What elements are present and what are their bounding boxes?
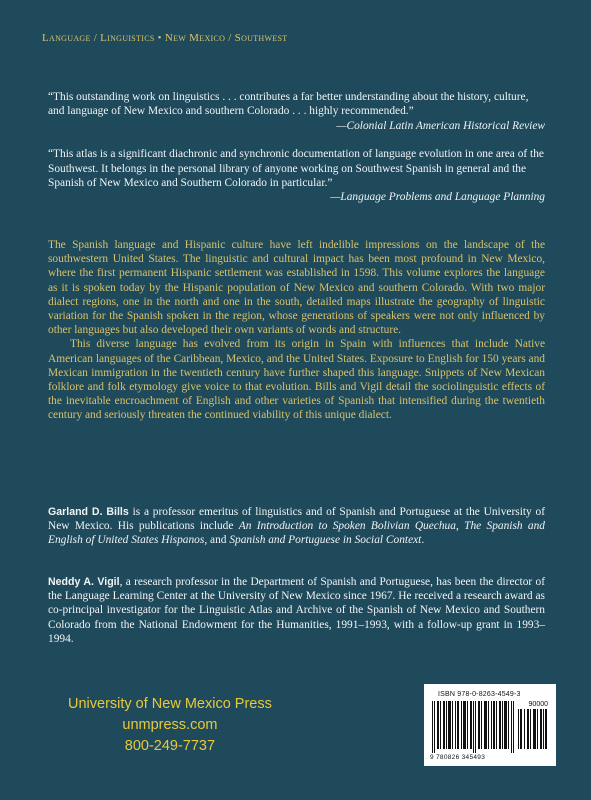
quote-attribution: —Colonial Latin American Historical Review: [336, 119, 545, 132]
addon-barcode-icon: [518, 709, 548, 749]
quote-text: “This atlas is a significant diachronic and synchronic documentation of language evolution in one area of the Southwest. It belongs in the personal library of anyone working on Southwest Spanish in general and the Spanish of New Mexico and Southern Colorado in particular.”: [48, 148, 544, 190]
author-bio-vigil: [48, 575, 545, 646]
bio-separator: , and: [204, 534, 230, 547]
review-quote-1: [48, 90, 545, 133]
book-description: [48, 238, 545, 423]
publisher-phone: 800-249-7737: [124, 738, 216, 754]
bio-text: , a research professor in the Department of Spanish and Portuguese, has been the director of the Language Learning Center at the University of New Mexico since 1967. He received a research award as co-principal investigator for the Linguistic Atlas and Archive of the Spanish of New Mexico and Southern Colorado from the National Endowment for the Humanities, 1991–1993, with a follow-up grant in 1993–1994.: [48, 576, 546, 645]
category-heading: Language / Linguistics • New Mexico / Southwest: [42, 32, 288, 44]
work-title: An Introduction to Spoken Bolivian Quechua: [238, 520, 456, 533]
work-title: Spanish and Portuguese in Social Context: [229, 534, 422, 547]
quote-attribution: —Language Problems and Language Planning: [330, 191, 545, 204]
author-name: Neddy A. Vigil: [48, 576, 120, 588]
publisher-website: unmpress.com: [122, 717, 218, 733]
price-code: 90000: [528, 701, 548, 708]
publisher-name: University of New Mexico Press: [68, 696, 272, 712]
description-paragraph-1: The Spanish language and Hispanic culture have left indelible impressions on the landscape of the southwestern United States. The linguistic and cultural impact has been most profound in New Mexico, where the first permanent Hispanic settlement was established in 1598. This volume explores the language as it is spoken today by the Hispanic population of New Mexico and southern Colorado. With two major dialect regions, one in the north and one in the south, detailed maps illustrate the geography of linguistic variation for the Spanish spoken in the region, whose generations of speakers were not only influenced by other languages but also developed their own variants of words and structure.: [48, 239, 545, 337]
ean-number: 9 780826 345493: [430, 754, 486, 761]
review-quotes: [48, 90, 545, 219]
author-name: Garland D. Bills: [48, 506, 129, 518]
quote-text: “This outstanding work on linguistics . . . contributes a far better understanding about the history, culture, and language of New Mexico and southern Colorado . . . highly recommended.”: [48, 91, 529, 118]
bio-end: .: [421, 534, 425, 547]
author-bio-bills: [48, 505, 545, 548]
description-paragraph-2: This diverse language has evolved from its origin in Spain with influences that include Native American languages of the Caribbean, Mexico, and the United States. Exposure to English for 150 years and Mexican immigration in the twentieth century have further shaped this language. Snippets of New Mexican folklore and folk etymology give voice to that evolution. Bills and Vigil detail the sociolinguistic effects of the inevitable encroachment of English and other varieties of Spanish that intensified during the twentieth century and seriously threaten the continued viability of this unique dialect.: [48, 338, 545, 422]
barcode-icon: [432, 701, 516, 753]
isbn-text: ISBN 978-0-8263-4549-3: [438, 691, 521, 698]
work-title: The Spanish and English of United States Hispanos: [48, 520, 545, 547]
bio-separator: ,: [455, 520, 465, 533]
bio-text: is a professor emeritus of linguistics and of Spanish and Portuguese at the University of New Mexico. His publications include: [48, 506, 545, 533]
isbn-barcode: [424, 684, 556, 766]
publisher-info: [68, 694, 272, 757]
review-quote-2: [48, 147, 545, 205]
